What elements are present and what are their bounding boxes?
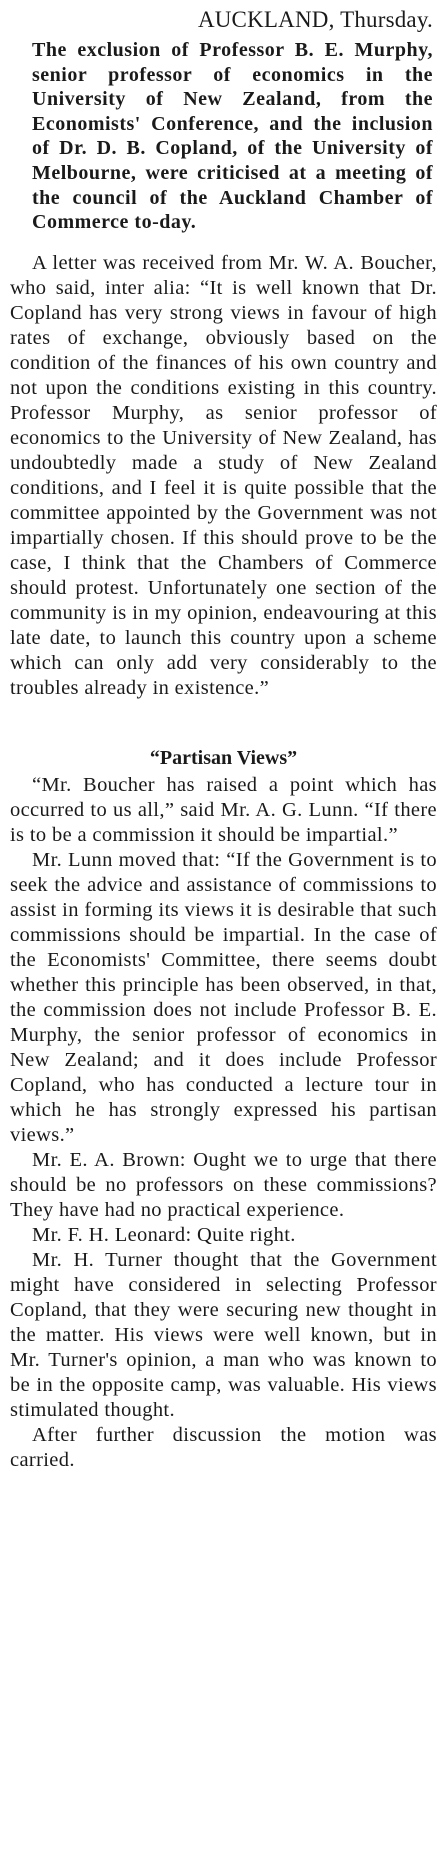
section-gap <box>10 701 437 745</box>
lede-paragraph: The exclusion of Professor B. E. Murphy, senior professor of economics in the University of New Zealand, from the Economists' Conference, and the inclusion of Dr. D. B. Copland, of the University of Melbourne, were criticised at a meeting of the council of the Auckland Chamber of Commerce to-day. <box>32 39 433 234</box>
dateline: AUCKLAND, Thursday. <box>197 7 433 32</box>
body-paragraph: Mr. E. A. Brown: Ought we to urge that there should be no professors on these commissions? They have had no practical experience. <box>10 1148 437 1221</box>
body-paragraph: A letter was received from Mr. W. A. Boucher, who said, inter alia: “It is well known that Dr. Copland has very strong views in favour of high rates of exchange, obviously based on the condition of the finances of his own country and not upon the conditions existing in this country. Professor Murphy, as senior professor of economics to the University of New Zealand, has undoubtedly made a study of New Zealand conditions, and I feel it is quite possible that the committee appointed by the Government was not impartially chosen. If this should prove to be the case, I think that the Chambers of Commerce should protest. Unfortunately one section of the community is in my opinion, endeavouring at this late date, to launch this country upon a scheme which can only add very considerably to the troubles already in existence.” <box>10 251 437 699</box>
body-paragraph: After further discussion the motion was carried. <box>10 1423 437 1471</box>
body-paragraph: Mr. H. Turner thought that the Government might have considered in selecting Professor Copland, that they were securing new thought in the matter. His views were well known, but in Mr. Turner's opinion, a man who was known to be in the opposite camp, was valuable. His views stimulated thought. <box>10 1248 437 1421</box>
body-paragraph: Mr. F. H. Leonard: Quite right. <box>32 1223 296 1246</box>
subheading: “Partisan Views” <box>149 746 298 769</box>
body-paragraph: Mr. Lunn moved that: “If the Government is to seek the advice and assistance of commissions to assist in forming its views it is desirable that such commissions should be impartial. In the case of the Economists' Committee, there seems doubt whether this principle has been observed, in that, the commission does not include Professor B. E. Murphy, the senior professor of economics in New Zealand; and it does include Professor Copland, who has conducted a lecture tour in which he has strongly expressed his partisan views.” <box>10 848 437 1146</box>
body-paragraph: “Mr. Boucher has raised a point which has occurred to us all,” said Mr. A. G. Lunn. “If there is to be a commission it should be impartial.” <box>10 773 437 846</box>
